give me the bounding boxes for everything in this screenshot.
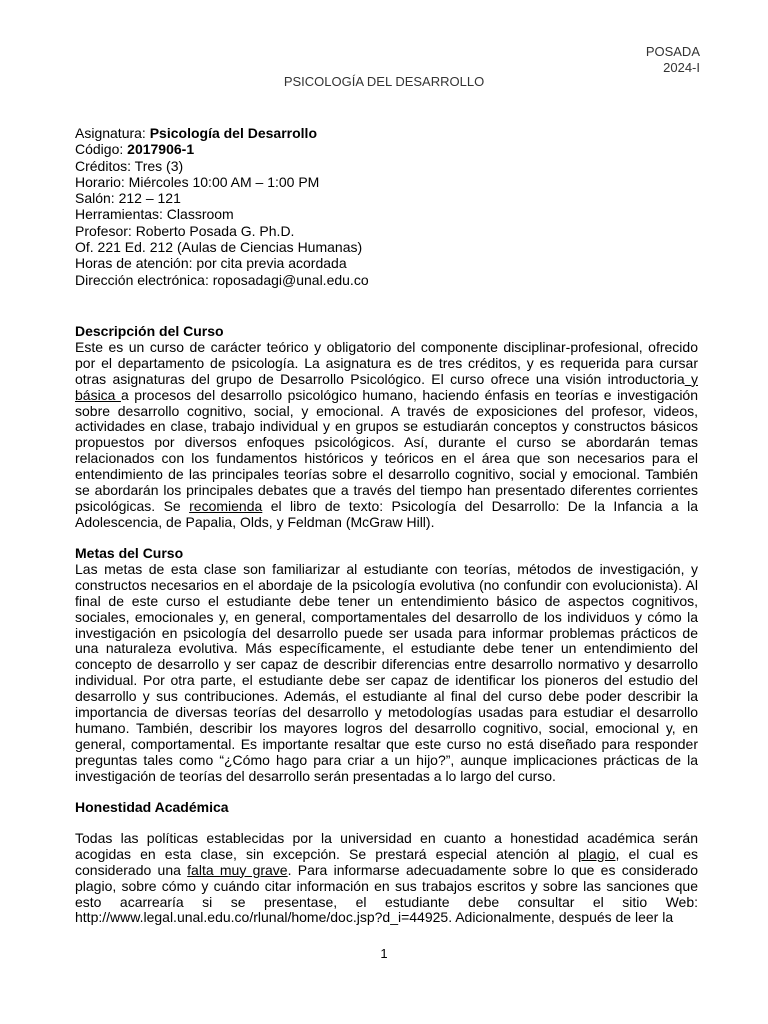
info-profesor: Profesor: Roberto Posada G. Ph.D. — [75, 222, 295, 239]
info-asignatura — [75, 125, 695, 141]
descripcion-text-3: el libro de texto: Psicología del Desarrollo: De la Infancia a la Adolescencia, de Papalia, Olds, y Feldman (McGraw Hill). — [75, 497, 698, 530]
descripcion-heading: Descripción del Curso — [75, 323, 224, 339]
info-salon: Salón: 212 – 121 — [75, 190, 181, 207]
descripcion-text-2: a procesos del desarrollo psicológico humano, haciendo énfasis en teorías e investigación sobre desarrollo cognitivo, social, y emocional. A través de exposiciones del profesor, videos, actividades en clase, trabajo individual y en grupos se estudiarán conceptos y constructos básicos propuestos por diversos enfoques psicológicos. Así, durante el curso se abordarán temas relacionados con los fundamentos históricos y teóricos en el área que son necesarios para el entendimiento de las principales teorías sobre el desarrollo cognitivo, social y emocional. También se abordarán los principales debates que a través del tiempo han presentado diferentes corrientes psicológicas. Se — [75, 386, 699, 514]
header-title: PSICOLOGÍA DEL DESARROLLO — [283, 74, 485, 89]
info-oficina: Of. 221 Ed. 212 (Aulas de Ciencias Humanas) — [75, 239, 363, 256]
descripcion-underline-1: y básica — [75, 370, 699, 403]
info-horas: Horas de atención: por cita previa acordada — [75, 255, 347, 272]
honestidad-text-2: , el cual es considerado una — [75, 845, 698, 878]
codigo-value: 2017906-1 — [127, 141, 195, 158]
honestidad-underline-2: falta muy grave — [187, 861, 288, 878]
section-honestidad — [75, 800, 698, 926]
descripcion-text-1: Este es un curso de carácter teórico y obligatorio del componente disciplinar-profesional, ofrecido por el departamento de psicología. La asignatura es de tres créditos, y es requerida para cursar otras asignaturas del grupo de Desarrollo Psicológico. El curso ofrece una visión introductoria — [75, 338, 698, 387]
spacer — [75, 816, 698, 831]
header-right — [646, 44, 700, 76]
info-email: Dirección electrónica: roposadagi@unal.edu.co — [75, 271, 369, 288]
honestidad-heading: Honestidad Académica — [75, 799, 229, 815]
course-info — [75, 125, 695, 288]
section-metas — [75, 546, 698, 785]
honestidad-text-3: . Para informarse adecuadamente sobre lo que es considerado plagio, sobre cómo y cuándo citar información en sus trabajos escritos y sobre las sanciones que esto acarrearía si se presentase, el estudiante debe consultar el sitio Web: http://www.legal.unal.edu.co/rlunal/home/doc.jsp?d_i=44925. Adicionalmente, después de leer la — [75, 861, 698, 926]
info-herramientas: Herramientas: Classroom — [75, 206, 234, 223]
header-author: POSADA — [645, 44, 700, 59]
honestidad-underline-1: plagio — [578, 845, 616, 862]
info-creditos: Créditos: Tres (3) — [75, 157, 184, 174]
header-period: 2024-I — [663, 60, 700, 75]
descripcion-underline-2: recomienda — [189, 497, 263, 514]
metas-text: Las metas de esta clase son familiarizar al estudiante con teorías, métodos de investigación, y constructos necesarios en el abordaje de la psicología evolutiva (no confundir con evolucionista). Al final de este curso el estudiante debe tener un entendimiento básico de aspectos cognitivos, sociales, emocionales y, en general, comportamentales del desarrollo de los individuos y cómo la investigación en psicología del desarrollo puede ser usada para informar problemas prácticos de una naturaleza evolutiva. Más específicamente, el estudiante debe tener un entendimiento del concepto de desarrollo y ser capaz de describir diferencias entre desarrollo normativo y desarrollo individual. Por otra parte, el estudiante debe ser capaz de identificar los pioneros del estudio del desarrollo y sus contribuciones. Además, el estudiante al final del curso debe poder describir la importancia de diversas teorías del desarrollo y metodologías usadas para estudiar el desarrollo humano. También, describir los mayores logros del desarrollo cognitivo, social, emocional y, en general, comportamental. Es importante resaltar que este curso no está diseñado para responder preguntas tales como “¿Cómo hago para criar a un hijo?”, aunque implicaciones prácticas de la investigación de teorías del desarrollo serán presentadas a lo largo del curso. — [75, 560, 698, 784]
codigo-label: Código: — [75, 141, 128, 158]
info-codigo — [75, 141, 695, 157]
metas-heading: Metas del Curso — [75, 545, 184, 561]
section-descripcion — [75, 324, 698, 531]
honestidad-text-1: Todas las políticas establecidas por la universidad en cuanto a honestidad académica serán acogidas en esta clase, sin excepción. Se prestará especial atención al — [75, 829, 698, 862]
info-horario: Horario: Miércoles 10:00 AM – 1:00 PM — [75, 173, 320, 190]
asignatura-value: Psicología del Desarrollo — [149, 125, 317, 141]
page-number: 1 — [380, 946, 388, 961]
asignatura-label: Asignatura: — [75, 125, 150, 141]
